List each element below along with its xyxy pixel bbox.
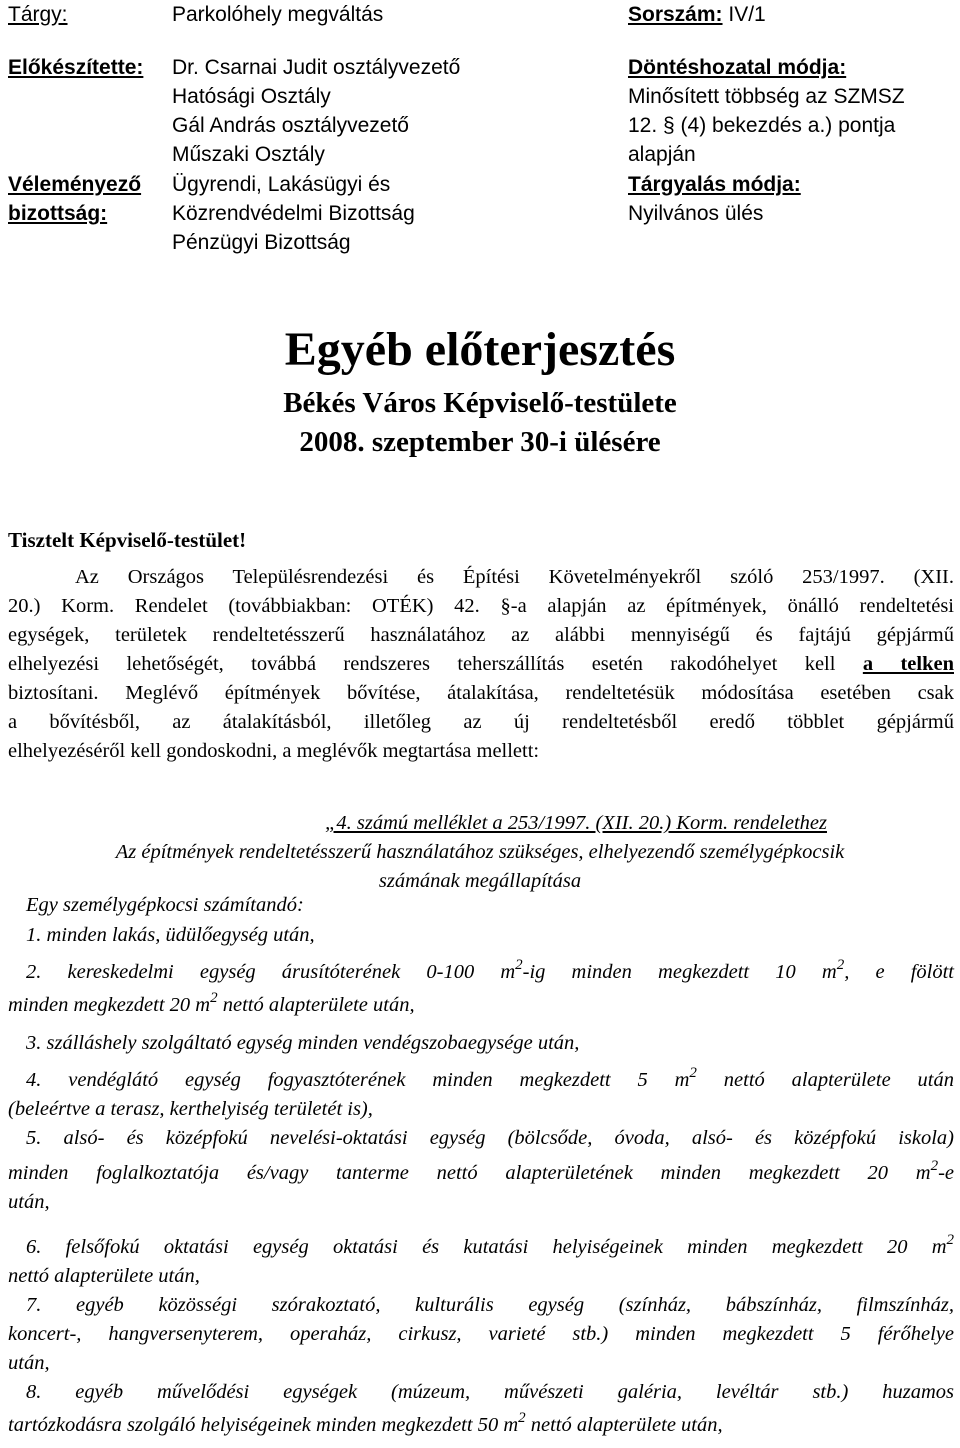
intro-paragraph: [8, 563, 954, 766]
list-intro: Egy személygépkocsi számítandó:: [26, 894, 304, 916]
superscript: 2: [689, 1065, 697, 1081]
hearing-label: Tárgyalás módja:: [628, 173, 801, 196]
intro-line: biztosítani. Meglévő építmények bővítése, átalakítása, rendeltetésük módosítása esetében csak: [8, 682, 954, 704]
list-item-line: után,: [8, 1191, 50, 1213]
committee-label: bizottság:: [8, 202, 108, 225]
prepared-by-label: Előkészítette:: [8, 56, 144, 79]
list-item-line: [8, 1066, 954, 1095]
list-item-6: [8, 1233, 954, 1291]
document-date: 2008. szeptember 30-i ülésére: [299, 426, 661, 458]
list-item-7: [8, 1291, 954, 1378]
subject-label: Tárgy:: [8, 3, 68, 26]
intro-line: elhelyezéséről kell gondoskodni, a meglévők megtartása mellett:: [8, 740, 540, 762]
decision-line: Minősített többség az SZMSZ: [628, 85, 905, 108]
superscript: 2: [210, 990, 218, 1006]
list-item-line: [8, 991, 954, 1020]
superscript: 2: [836, 957, 845, 973]
prepared-by-line: Gál András osztályvezető: [172, 114, 409, 137]
list-item-8: [8, 1378, 954, 1440]
decision-line: alapján: [628, 143, 696, 166]
intro-line: 20.) Korm. Rendelet (továbbiakban: OTÉK) 42. §-a alapján az építmények, önálló rendeltetési: [8, 595, 954, 617]
list-item-line: (beleértve a terasz, kerthelyiség területét is),: [8, 1098, 373, 1120]
list-item-2: [8, 958, 954, 1020]
list-item-line: után,: [8, 1352, 50, 1374]
intro-line: Az Országos Településrendezési és Építési Követelményekről szóló 253/1997. (XII.: [75, 566, 954, 588]
intro-line: [8, 650, 954, 679]
hearing-value: Nyilvános ülés: [628, 202, 764, 225]
list-item-line: koncert-, hangversenyterem, operaház, cirkusz, varieté stb.) minden megkezdett 5 férőhelye: [8, 1323, 954, 1345]
item-text: nettó alapterülete után,: [217, 994, 415, 1016]
salutation: Tisztelt Képviselő-testület!: [8, 528, 247, 552]
list-item-line: [8, 1159, 954, 1188]
list-item-line: 8. egyéb művelődési egységek (múzeum, művészeti galéria, levéltár stb.) huzamos: [26, 1381, 954, 1403]
item-text: minden foglalkoztatója és/vagy tanterme nettó alapterületének minden megkezdett 20 m: [8, 1162, 931, 1184]
intro-line: a bővítésből, az átalakításból, illetőleg az új rendeltetésből eredő többlet gépjármű: [8, 711, 954, 733]
item-text: , e fölött: [844, 961, 954, 983]
superscript: 2: [518, 1410, 526, 1426]
decision-label: Döntéshozatal módja:: [628, 56, 847, 79]
serial-number: [628, 0, 766, 29]
item-text: nettó alapterülete után,: [525, 1414, 723, 1436]
item-text: minden megkezdett 20 m: [8, 994, 211, 1016]
intro-line-text: elhelyezési lehetőségét, továbbá rendszeres teherszállítás esetén rakodóhelyet kell: [8, 653, 836, 675]
subject-value: Parkolóhely megváltás: [172, 3, 384, 26]
superscript: 2: [515, 957, 523, 973]
list-item-line: [8, 958, 954, 987]
list-item-line: 7. egyéb közösségi szórakoztató, kulturális egység (színház, bábszínház, filmszínház,: [26, 1294, 954, 1316]
serial-label: Sorszám:: [628, 3, 723, 26]
superscript: 2: [946, 1232, 954, 1248]
intro-emphasis: a telken: [862, 653, 954, 675]
prepared-by-line: Műszaki Osztály: [172, 143, 325, 166]
list-item-line: [8, 1233, 954, 1262]
item-text: 6. felsőfokú oktatási egység oktatási és kutatási helyiségeinek minden megkezdett 20 m: [26, 1236, 947, 1258]
list-item-5: [8, 1124, 954, 1217]
committee-label: Véleményező: [8, 173, 142, 196]
item-text: nettó alapterülete után: [696, 1069, 954, 1091]
document-title: Egyéb előterjesztés: [284, 323, 676, 376]
decision-line: 12. § (4) bekezdés a.) pontja: [628, 114, 896, 137]
committee-line: Ügyrendi, Lakásügyi és: [172, 173, 391, 196]
item-text: 4. vendéglátó egység fogyasztóterének minden megkezdett 5 m: [26, 1069, 690, 1091]
prepared-by-line: Dr. Csarnai Judit osztályvezető: [172, 56, 461, 79]
annex-subtitle: számának megállapítása: [378, 870, 582, 892]
list-item-4: [8, 1066, 954, 1124]
list-item-line: 5. alsó- és középfokú nevelési-oktatási egység (bölcsőde, óvoda, alsó- és középfokú iskola): [26, 1127, 954, 1149]
intro-line: egységek, területek rendeltetésszerű használatához az alábbi mennyiségű és fajtájú gépjármű: [8, 624, 954, 646]
superscript: 2: [930, 1158, 939, 1174]
committee-line: Közrendvédelmi Bizottság: [172, 202, 415, 225]
list-item-3: 3. szálláshely szolgáltató egység minden vendégszobaegysége után,: [26, 1032, 580, 1054]
item-text: -e: [938, 1162, 954, 1184]
list-item-line: nettó alapterülete után,: [8, 1265, 200, 1287]
document-subtitle: Békés Város Képviselő-testülete: [283, 387, 677, 419]
serial-value: IV/1: [722, 3, 766, 26]
list-item-line: [8, 1411, 954, 1440]
annex-subtitle: Az építmények rendeltetésszerű használatához szükséges, elhelyezendő személygépkocsik: [115, 841, 845, 863]
prepared-by-line: Hatósági Osztály: [172, 85, 331, 108]
committee-line: Pénzügyi Bizottság: [172, 231, 351, 254]
item-text: -ig minden megkezdett 10 m: [522, 961, 837, 983]
annex-title: „4. számú melléklet a 253/1997. (XII. 20.) Korm. rendelethez: [325, 812, 827, 834]
list-item-1: 1. minden lakás, üdülőegység után,: [26, 924, 315, 946]
item-text: 2. kereskedelmi egység árusítóterének 0-100 m: [26, 961, 516, 983]
item-text: tartózkodásra szolgáló helyiségeinek minden megkezdett 50 m: [8, 1414, 519, 1436]
